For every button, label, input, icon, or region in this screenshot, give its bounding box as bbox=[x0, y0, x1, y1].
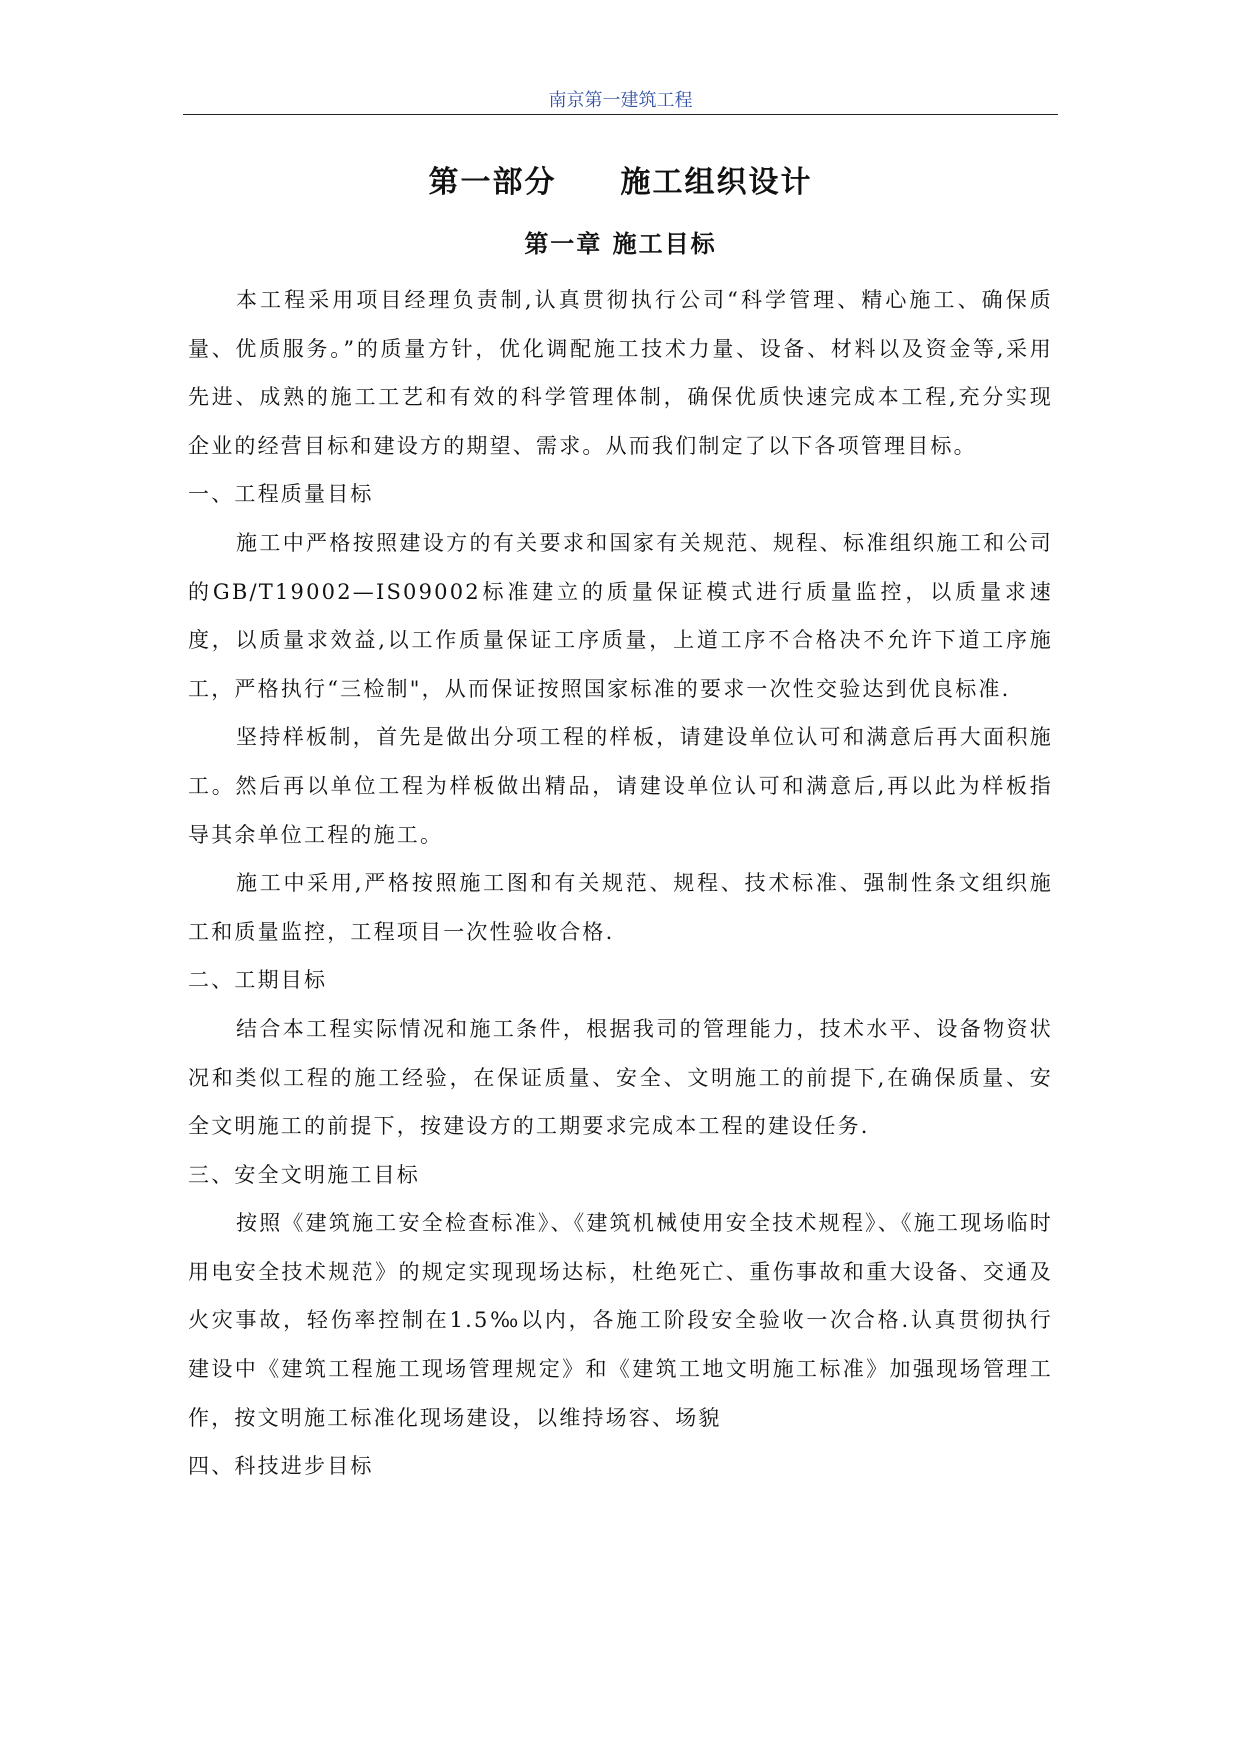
header-rule bbox=[183, 114, 1058, 115]
schedule-paragraph: 结合本工程实际情况和施工条件，根据我司的管理能力，技术水平、设备物资状况和类似工程的施工经验，在保证质量、安全、文明施工的前提下,在确保质量、安全文明施工的前提下，按建设方的工期要求完成本工程的建设任务. bbox=[188, 1016, 1053, 1139]
section-heading-technology: 四、科技进步目标 bbox=[188, 1454, 374, 1479]
section-heading-quality: 一、工程质量目标 bbox=[188, 482, 374, 507]
intro-paragraph: 本工程采用项目经理负责制,认真贯彻执行公司“科学管理、精心施工、确保质量、优质服务。”的质量方针，优化调配施工技术力量、设备、材料以及资金等,采用先进、成熟的施工工艺和有效的科学管理体制，确保优质快速完成本工程,充分实现企业的经营目标和建设方的期望、需求。从而我们制定了以下各项管理目标。 bbox=[188, 288, 1053, 458]
section-heading-schedule: 二、工期目标 bbox=[188, 968, 328, 993]
quality-paragraph-2: 坚持样板制，首先是做出分项工程的样板，请建设单位认可和满意后再大面积施工。然后再以单位工程为样板做出精品，请建设单位认可和满意后,再以此为样板指导其余单位工程的施工。 bbox=[188, 725, 1053, 847]
part-title: 第一部分 施工组织设计 bbox=[428, 165, 813, 200]
quality-paragraph-1: 施工中严格按照建设方的有关要求和国家有关规范、规程、标准组织施工和公司的GB/T19002—IS09002标准建立的质量保证模式进行质量监控，以质量求速度，以质量求效益,以工作质量保证工序质量，上道工序不合格决不允许下道工序施工，严格执行“三检制"，从而保证按照国家标准的要求一次性交验达到优良标准. bbox=[188, 530, 1053, 701]
chapter-title: 第一章 施工目标 bbox=[524, 230, 717, 258]
section-heading-safety: 三、安全文明施工目标 bbox=[188, 1162, 420, 1187]
page-header: 南京第一建筑工程 bbox=[548, 90, 693, 111]
document-body bbox=[188, 150, 1053, 1491]
safety-paragraph: 按照《建筑施工安全检查标准》、《建筑机械使用安全技术规程》、《施工现场临时用电安全技术规范》的规定实现现场达标，杜绝死亡、重伤事故和重大设备、交通及火灾事故，轻伤率控制在1.5‰以内，各施工阶段安全验收一次合格.认真贯彻执行建设中《建筑工程施工现场管理规定》和《建筑工地文明施工标准》加强现场管理工作，按文明施工标准化现场建设，以维持场容、场貌 bbox=[188, 1211, 1053, 1430]
quality-paragraph-3: 施工中采用,严格按照施工图和有关规范、规程、技术标准、强制性条文组织施工和质量监控，工程项目一次性验收合格. bbox=[188, 871, 1053, 944]
